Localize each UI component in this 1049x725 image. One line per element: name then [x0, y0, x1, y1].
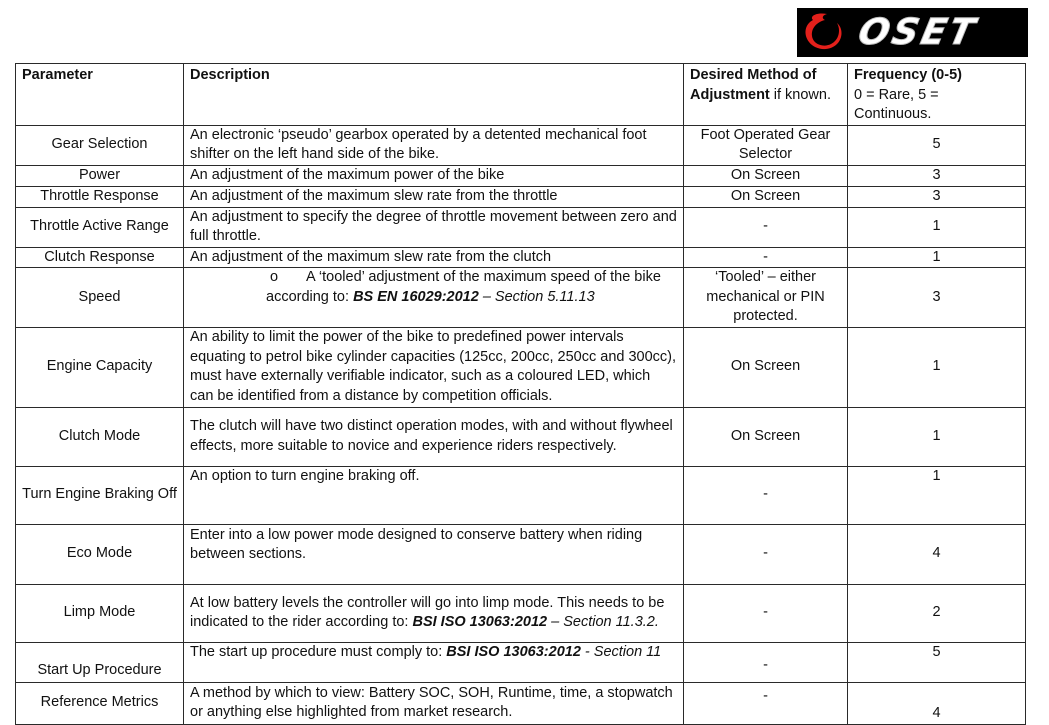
method-cell: -: [684, 642, 848, 682]
table-row: [16, 186, 1026, 207]
table-row: [16, 682, 1026, 724]
table-row: [16, 247, 1026, 268]
method-cell: -: [684, 207, 848, 247]
param-cell: Limp Mode: [16, 584, 184, 642]
method-cell: -: [684, 466, 848, 524]
bullet-marker: o: [269, 269, 279, 285]
table-row: [16, 207, 1026, 247]
param-cell: Engine Capacity: [16, 327, 184, 407]
frequency-cell: 1: [848, 247, 1026, 268]
oset-logo: [797, 8, 1028, 57]
frequency-cell: 1: [848, 466, 1026, 524]
frequency-cell: 4: [848, 524, 1026, 584]
description-cell: A method by which to view: Battery SOC, SOH, Runtime, time, a stopwatch or anything else highlighted from market research.: [184, 682, 684, 724]
table-row: [16, 125, 1026, 165]
param-cell: Throttle Response: [16, 186, 184, 207]
param-cell: Power: [16, 165, 184, 186]
frequency-cell: 1: [848, 207, 1026, 247]
param-cell: Clutch Response: [16, 247, 184, 268]
parameter-table: [15, 63, 1026, 725]
method-cell: -: [684, 682, 848, 724]
description-cell: The clutch will have two distinct operation modes, with and without flywheel effects, more suitable to novice and experience riders respectively.: [184, 407, 684, 466]
standard-reference: BSI ISO 13063:2012: [446, 643, 581, 660]
header-method: Desired Method of Adjustment if known.: [684, 64, 848, 126]
description-cell: An ability to limit the power of the bike to predefined power intervals equating to petrol bike cylinder capacities (125cc, 200cc, 250cc and 300cc), must have externally verifiable indicator, such as a coloured LED, which can be identified from a distance by competition officials.: [184, 327, 684, 407]
description-cell: An adjustment of the maximum power of the bike: [184, 165, 684, 186]
description-cell: o A ‘tooled’ adjustment of the maximum speed of the bike according to: BS EN 16029:2012 – Section 5.11.13: [184, 268, 684, 328]
table-row: [16, 584, 1026, 642]
param-cell: Eco Mode: [16, 524, 184, 584]
frequency-cell: 3: [848, 186, 1026, 207]
table-header-row: [16, 64, 1026, 126]
header-parameter: Parameter: [16, 64, 184, 126]
header-description: Description: [184, 64, 684, 126]
param-cell: Start Up Procedure: [16, 642, 184, 682]
frequency-cell: 5: [848, 125, 1026, 165]
description-cell: An adjustment of the maximum slew rate from the clutch: [184, 247, 684, 268]
method-cell: On Screen: [684, 407, 848, 466]
method-cell: On Screen: [684, 327, 848, 407]
description-cell: The start up procedure must comply to: BSI ISO 13063:2012 - Section 11: [184, 642, 684, 682]
frequency-cell: 3: [848, 165, 1026, 186]
table-row: [16, 466, 1026, 524]
description-cell: An adjustment to specify the degree of throttle movement between zero and full throttle.: [184, 207, 684, 247]
method-cell: Foot Operated Gear Selector: [684, 125, 848, 165]
table-row: [16, 407, 1026, 466]
description-cell: An option to turn engine braking off.: [184, 466, 684, 524]
param-cell: Gear Selection: [16, 125, 184, 165]
method-cell: -: [684, 247, 848, 268]
method-cell: On Screen: [684, 186, 848, 207]
description-cell: An adjustment of the maximum slew rate from the throttle: [184, 186, 684, 207]
param-cell: Reference Metrics: [16, 682, 184, 724]
standard-reference: BSI ISO 13063:2012: [412, 614, 548, 630]
table-row: [16, 642, 1026, 682]
param-cell: Speed: [16, 268, 184, 328]
header-frequency: Frequency (0-5) 0 = Rare, 5 = Continuous.: [848, 64, 1026, 126]
description-cell: At low battery levels the controller will go into limp mode. This needs to be indicated to the rider according to: BSI ISO 13063:2012 – Section 11.3.2.: [184, 584, 684, 642]
logo-wordmark: OSET: [854, 12, 982, 53]
description-cell: An electronic ‘pseudo’ gearbox operated by a detented mechanical foot shifter on the left hand side of the bike.: [184, 125, 684, 165]
frequency-cell: 3: [848, 268, 1026, 328]
oset-swoosh-icon: [797, 8, 857, 57]
param-cell: Turn Engine Braking Off: [16, 466, 184, 524]
table-row: [16, 268, 1026, 328]
param-cell: Throttle Active Range: [16, 207, 184, 247]
frequency-cell: 1: [848, 407, 1026, 466]
table-row: [16, 327, 1026, 407]
frequency-cell: 1: [848, 327, 1026, 407]
standard-reference: BS EN 16029:2012: [353, 288, 479, 305]
method-cell: ‘Tooled’ – either mechanical or PIN protected.: [684, 268, 848, 328]
description-cell: Enter into a low power mode designed to conserve battery when riding between sections.: [184, 524, 684, 584]
table-row: [16, 524, 1026, 584]
method-cell: On Screen: [684, 165, 848, 186]
frequency-cell: 2: [848, 584, 1026, 642]
param-cell: Clutch Mode: [16, 407, 184, 466]
method-cell: -: [684, 584, 848, 642]
frequency-cell: 4: [848, 682, 1026, 724]
frequency-cell: 5: [848, 642, 1026, 682]
table-row: [16, 165, 1026, 186]
method-cell: -: [684, 524, 848, 584]
